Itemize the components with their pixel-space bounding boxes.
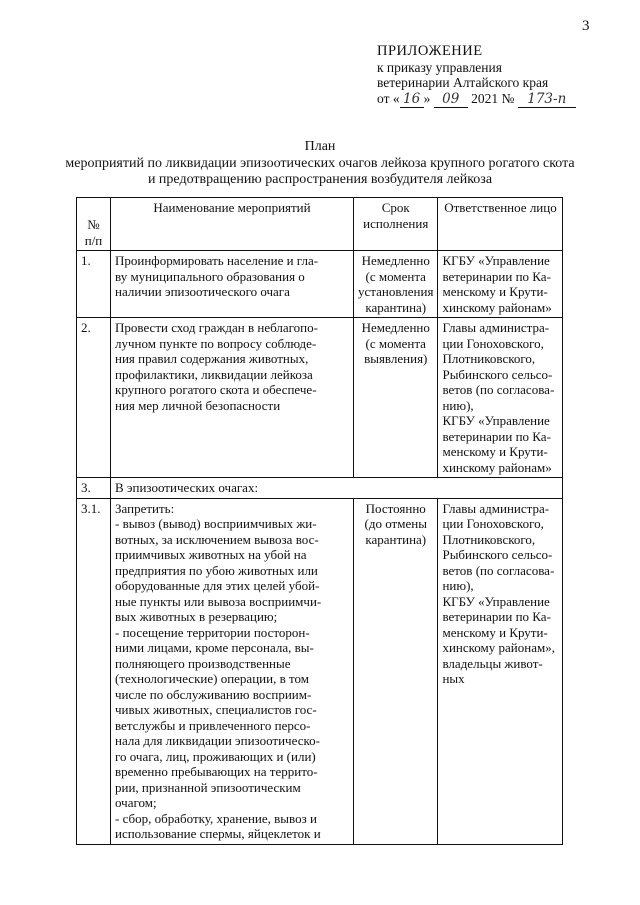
measure-line: го очага, лиц, проживающих и (или) (115, 748, 316, 764)
term-line: (до отмены (364, 516, 427, 531)
appendix-date-line (377, 91, 576, 109)
measure-line: крупного рогатого скота и обеспече- (115, 382, 317, 397)
measure-line: Проинформировать население и гла- (115, 253, 319, 268)
responsible-line: нию), (442, 397, 474, 413)
responsible-line: ветов (по согласова- (442, 562, 555, 578)
term-line: (с момента (365, 335, 426, 351)
measure-line: - вывоз (вывод) восприимчивых жи- (115, 516, 317, 531)
measure-line: Запретить: (115, 500, 175, 516)
measure-line: ния правил содержания животных, (115, 351, 309, 366)
row-measure (111, 318, 354, 478)
row-measure (111, 498, 354, 844)
measure-line: (технологические) операции, в том (115, 671, 309, 686)
responsible-line: КГБУ «Управление (442, 593, 550, 609)
term-line: Немедленно (361, 320, 430, 335)
row-term (354, 318, 438, 478)
date-month-handwritten: 09 (434, 92, 468, 109)
responsible-line: ветеринарии по Ка- (442, 609, 551, 624)
term-line: карантина) (365, 299, 427, 315)
measure-line: полняющего производственные (115, 655, 291, 671)
row-term (354, 251, 438, 318)
measure-line: предприятия по убою животных или (115, 562, 318, 578)
measure-line: чивых животных, специалистов гос- (115, 702, 317, 717)
measure-line: наличии эпизоотического очага (115, 284, 290, 299)
header-responsible: Ответственное лицо (438, 198, 563, 251)
term-line: карантина) (365, 531, 427, 547)
measure-line: очагом; (115, 795, 157, 810)
appendix-header (377, 44, 576, 108)
responsible-line: ции Гоноховского, (442, 335, 544, 351)
measure-line: вых животных в резервацию; (115, 609, 278, 624)
responsible-line: нию), (442, 578, 474, 593)
page-number: 3 (582, 18, 590, 34)
row-responsible (438, 318, 563, 478)
table-row (77, 251, 563, 318)
responsible-line: менскому и Крути- (442, 444, 548, 459)
measure-line: ные пункты или вывоза восприимчи- (115, 593, 322, 609)
responsible-line: менскому и Крути- (442, 624, 548, 640)
row-number: 3. (77, 478, 111, 499)
plan-subtitle-line1: мероприятий по ликвидации эпизоотических очагов лейкоза крупного рогатого скота (65, 155, 575, 171)
order-number-handwritten: 173-п (518, 92, 576, 109)
responsible-line: ветеринарии по Ка- (442, 268, 551, 284)
responsible-line: КГБУ «Управление (442, 413, 550, 428)
date-prefix: от « (377, 90, 400, 106)
measure-line: ветслужбы и привлеченного персо- (115, 717, 311, 733)
row-number: 2. (77, 318, 111, 478)
row-section-heading: В эпизоотических очагах: (111, 478, 563, 499)
measure-line: приимчивых животных на убой на (115, 547, 307, 562)
responsible-line: Плотниковского, (442, 531, 536, 547)
plan-subtitle-line2: и предотвращению распространения возбудителя лейкоза (147, 172, 493, 187)
plan-heading (0, 139, 640, 189)
measure-line: рии, признанной эпизоотическим (115, 779, 301, 795)
term-line: установления (358, 284, 434, 299)
responsible-line: хинскому районам» (442, 299, 552, 315)
row-measure (111, 251, 354, 318)
measure-line: нала для ликвидации эпизоотическо- (115, 733, 320, 748)
measure-line: лучном пункте по вопросу соблюде- (115, 335, 317, 351)
responsible-line: хинскому районам» (442, 459, 552, 475)
table-row (77, 318, 563, 478)
measure-line: профилактики, ликвидации лейкоза (115, 366, 313, 382)
responsible-line: ных (442, 671, 465, 686)
measure-line: временно пребывающих на террито- (115, 764, 318, 779)
header-number-line2: п/п (84, 232, 103, 248)
measure-line: числе по обслуживанию восприим- (115, 686, 312, 702)
responsible-line: ветов (по согласова- (442, 382, 555, 397)
responsible-line: владельцы живот- (442, 655, 543, 671)
row-number: 3.1. (77, 498, 111, 844)
responsible-line: ветеринарии по Ка- (442, 428, 551, 444)
table-header-row (77, 198, 563, 251)
responsible-line: Рыбинского сельсо- (442, 547, 553, 562)
responsible-line: КГБУ «Управление (442, 253, 550, 268)
term-line: Немедленно (361, 253, 430, 268)
measure-line: - сбор, обработку, хранение, вывоз и (115, 810, 317, 826)
responsible-line: Рыбинского сельсо- (442, 366, 553, 382)
appendix-title: ПРИЛОЖЕНИЕ (377, 43, 483, 59)
responsible-line: Главы администра- (442, 500, 550, 516)
date-mid: » (423, 90, 431, 106)
table-row (77, 498, 563, 844)
appendix-department-line: ветеринарии Алтайского края (377, 75, 549, 90)
table-row (77, 478, 563, 499)
header-number-line1: № (87, 217, 100, 232)
row-number: 1. (77, 251, 111, 318)
responsible-line: Плотниковского, (442, 351, 536, 366)
measure-line: использование спермы, яйцеклеток и (115, 826, 321, 841)
row-responsible (438, 498, 563, 844)
responsible-line: ции Гоноховского, (442, 516, 544, 531)
measure-line: Провести сход граждан в неблагопо- (115, 320, 318, 335)
term-line: выявления) (364, 351, 428, 366)
appendix-order-line: к приказу управления (377, 59, 502, 75)
measures-table (76, 197, 563, 845)
responsible-line: хинскому районам», (442, 640, 555, 655)
row-term (354, 498, 438, 844)
measure-line: ния мер личной безопасности (115, 397, 281, 413)
plan-title: План (304, 139, 336, 154)
header-measure-name: Наименование мероприятий (111, 198, 354, 251)
responsible-line: Главы администра- (442, 320, 550, 335)
measure-line: ву муниципального образования о (115, 268, 305, 284)
responsible-line: менскому и Крути- (442, 284, 548, 299)
header-number (77, 198, 111, 251)
date-year-number: 2021 № (471, 90, 515, 106)
measure-line: - посещение территории посторон- (115, 624, 310, 640)
term-line: (с момента (365, 268, 426, 284)
measure-line: ними лицами, кроме персонала, вы- (115, 640, 314, 655)
row-responsible (438, 251, 563, 318)
measure-line: оборудованные для этих целей убой- (115, 578, 320, 593)
term-line: Постоянно (365, 500, 426, 516)
header-term: Срок исполнения (354, 198, 438, 251)
measure-line: вотных, за исключением вывоза вос- (115, 531, 319, 547)
date-day-handwritten: 16 (400, 92, 424, 109)
